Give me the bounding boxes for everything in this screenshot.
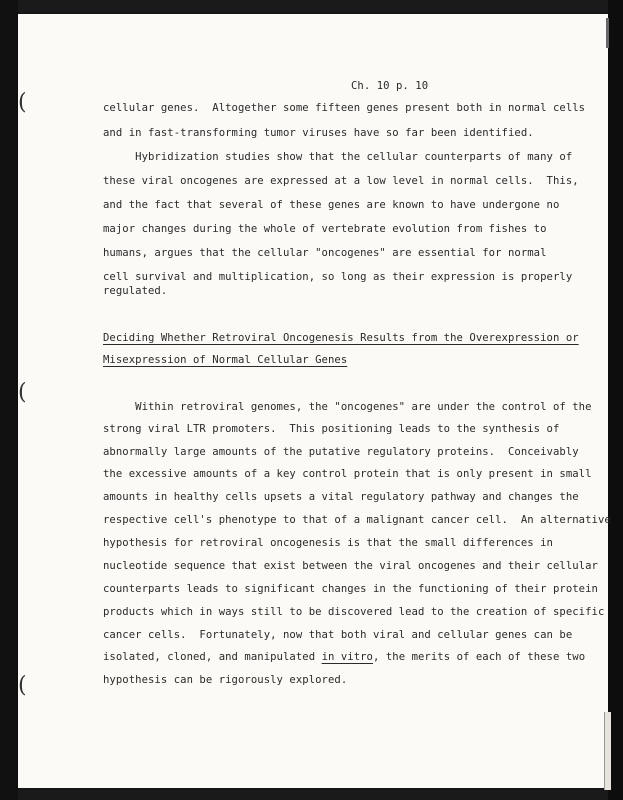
text-line: regulated. [103,285,168,297]
text-line-with-emphasis [103,651,585,663]
text-line: major changes during the whole of vertebrate evolution from fishes to [103,223,547,235]
text-line: respective cell's phenotype to that of a malignant cancer cell. An alternative [103,514,611,526]
text-line: strong viral LTR promoters. This positioning leads to the synthesis of [103,423,560,435]
text-line: Within retroviral genomes, the "oncogenes" are under the control of the [103,401,592,413]
punch-hole-mark-middle: ( [18,380,27,405]
punch-hole-mark-bottom: ( [18,673,27,698]
section-heading-line: Misexpression of Normal Cellular Genes [103,354,348,366]
text-line: humans, argues that the cellular "oncogenes" are essential for normal [103,247,547,259]
text-line: and the fact that several of these genes are known to have undergone no [103,199,560,211]
page-header: Ch. 10 p. 10 [351,80,429,92]
section-heading-line: Deciding Whether Retroviral Oncogenesis Results from the Overexpression or [103,332,579,344]
text-segment: , the merits of each of these two [373,651,586,663]
text-line: products which in ways still to be discovered lead to the creation of specific [103,606,605,618]
text-segment: isolated, cloned, and manipulated [103,651,322,663]
punch-hole-mark-top: ( [18,90,27,115]
text-line: hypothesis can be rigorously explored. [103,674,348,686]
scan-left-edge [0,0,18,800]
binder-tab-bottom [604,712,611,790]
binder-tab-top [606,18,609,48]
emphasis-in-vitro: in vitro [321,651,373,663]
text-line: hypothesis for retroviral oncogenesis is that the small differences in [103,537,553,549]
text-line: these viral oncogenes are expressed at a low level in normal cells. This, [103,175,579,187]
text-line: and in fast-transforming tumor viruses have so far been identified. [103,127,534,139]
text-line: cellular genes. Altogether some fifteen genes present both in normal cells [103,102,586,114]
text-line: cell survival and multiplication, so long as their expression is properly [103,271,573,283]
text-line: cancer cells. Fortunately, now that both viral and cellular genes can be [103,629,573,641]
scan-right-edge [608,0,623,800]
text-line: amounts in healthy cells upsets a vital regulatory pathway and changes the [103,491,579,503]
text-line: the excessive amounts of a key control protein that is only present in small [103,468,592,480]
text-line: nucleotide sequence that exist between the viral oncogenes and their cellular [103,560,598,572]
text-line: Hybridization studies show that the cellular counterparts of many of [103,151,573,163]
text-line: counterparts leads to significant changes in the functioning of their protein [103,583,598,595]
text-line: abnormally large amounts of the putative regulatory proteins. Conceivably [103,446,579,458]
